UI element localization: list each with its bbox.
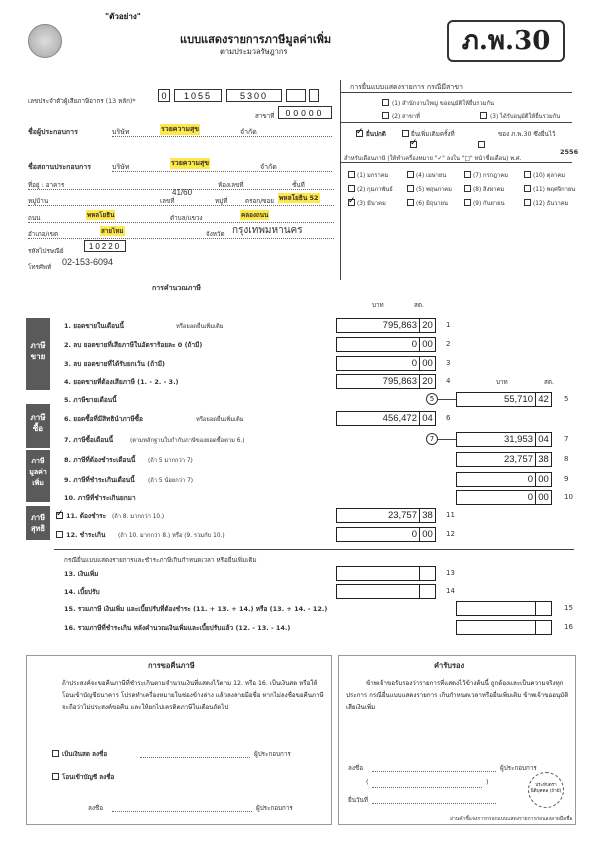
page-subtitle: ตามประมวลรัษฎากร (220, 47, 288, 56)
calc-row-baht: 0 (527, 492, 533, 503)
calc-row-number: 7 (564, 435, 569, 443)
calc-row-baht: 23,757 (387, 510, 417, 521)
sample-label: "ตัวอย่าง" (105, 12, 141, 21)
calc-row-label: 11. ต้องชำระ (66, 512, 107, 520)
refund-sign-operator: ผู้ประกอบการ (256, 805, 293, 812)
month-checkbox[interactable] (524, 171, 531, 178)
calc-row-ref-circle: 7 (426, 433, 438, 445)
form-code: ภ.พ.30 (461, 26, 551, 56)
net-tax-checkbox[interactable] (56, 512, 63, 519)
month-checkbox[interactable] (464, 171, 471, 178)
calc-row-baht: 795,863 (382, 320, 417, 331)
calc-row-satang: 00 (419, 338, 435, 351)
calc-row-baht: 31,953 (503, 434, 533, 445)
branch-label: สาขาที่ (255, 113, 275, 120)
calc-row-number: 8 (564, 455, 569, 463)
company-name: รวยความสุข (161, 125, 200, 133)
calc-row-number: 12 (446, 530, 455, 538)
certify-title: คำรับรอง (434, 661, 465, 670)
revenue-department-seal (28, 24, 62, 58)
alley: พหลโยธิน 52 (279, 194, 319, 202)
village-label: หมู่บ้าน (28, 198, 49, 205)
tax-id-part-3[interactable]: 5300 (226, 89, 282, 102)
calc-row-label: 15. รวมภาษี เงินเพิ่ม และเบี้ยปรับที่ต้องชำระ (11. + 13. + 14.) หรือ (13. + 14. - 12.) (64, 605, 328, 613)
refund-sign-label: ลงชื่อ (88, 805, 103, 812)
calc-row-note: (ถ้า 5 น้อยกว่า 7) (148, 478, 194, 484)
month-checkbox[interactable] (524, 199, 531, 206)
certify-date-label: ยื่นวันที่ (348, 797, 368, 804)
moo-label: หมู่ที่ (215, 198, 228, 205)
filing-sub-checkbox-1[interactable] (410, 141, 417, 148)
tax-id-label: เลขประจำตัวผู้เสียภาษีอากร (13 หลัก)* (28, 98, 136, 105)
tab-net-tax: ภาษีสุทธิ (26, 506, 50, 540)
calc-row-label: 14. เบี้ยปรับ (64, 588, 100, 596)
province-label: จังหวัด (206, 231, 225, 238)
month-label: (5) พฤษภาคม (416, 187, 452, 193)
tax-year: 2556 (560, 148, 579, 156)
page-title: แบบแสดงรายการภาษีมูลค่าเพิ่ม (180, 33, 332, 46)
month-label: (6) มิถุนายน (416, 201, 448, 207)
calc-row-value-box[interactable] (336, 356, 436, 371)
unit-satang-1: สต. (414, 302, 424, 309)
calc-row-number: 5 (564, 395, 569, 403)
certify-operator: ผู้ประกอบการ (500, 765, 537, 772)
calc-row-number: 4 (446, 377, 451, 385)
calc-row-label: 10. ภาษีที่ชำระเกินยกมา (64, 494, 136, 502)
calc-row-number: 3 (446, 359, 451, 367)
calc-row-satang: 04 (535, 433, 551, 446)
month-checkbox[interactable] (464, 199, 471, 206)
calc-row-label: 12. ชำระเกิน (66, 531, 106, 539)
calc-row-satang (419, 585, 435, 598)
calc-row-satang: 20 (419, 319, 435, 332)
filing-option-2-checkbox[interactable] (382, 112, 389, 119)
calc-row-value-box[interactable] (336, 584, 436, 599)
pp30-ref-label: ของ ภ.พ.30 ซึ่งยื่นไว้ (498, 131, 556, 138)
calc-row-baht: 55,710 (503, 394, 533, 405)
calc-section-title: การคำนวณภาษี (152, 284, 201, 292)
calc-row-baht: 456,472 (382, 413, 417, 424)
calc-row-label: 9. ภาษีที่ชำระเกินเดือนนี้ (64, 476, 135, 484)
calc-row-value-box[interactable] (336, 318, 436, 333)
certify-footer: อ่านคำชี้แจงการกรอกแบบแสดงรายการก่อนลงลายมือชื่อ (450, 816, 573, 822)
month-checkbox[interactable] (524, 185, 531, 192)
unit-baht-2: บาท (496, 379, 508, 386)
phone-label: โทรศัพท์ (28, 264, 52, 271)
calc-row-value-box[interactable] (456, 432, 552, 447)
floor-label: ชั้นที่ (292, 182, 305, 189)
filing-option-3: (3) ได้รับอนุมัติให้ยื่นรวมกัน (490, 114, 561, 120)
calc-row-label: 8. ภาษีที่ต้องชำระเดือนนี้ (64, 456, 136, 464)
month-label: (9) กันยายน (473, 201, 505, 207)
submit-extra-label: ยื่นเพิ่มเติมครั้งที่ (411, 131, 455, 138)
subdistrict-label: ตำบล/แขวง (170, 215, 203, 222)
road-label: ถนน (28, 215, 41, 222)
unit-satang-2: สต. (544, 379, 554, 386)
calc-row-label: 2. ลบ ยอดขายที่เสียภาษีในอัตราร้อยละ 0 (ถ้ามี) (64, 341, 203, 349)
month-checkbox[interactable] (407, 185, 414, 192)
tax-id-part-5[interactable] (309, 89, 319, 102)
filing-option-1: (1) สำนักงานใหญ่ ขออนุมัติให้ยื่นรวมกัน (392, 101, 494, 107)
filing-option-3-checkbox[interactable] (480, 112, 487, 119)
refund-cash-operator: ผู้ประกอบการ (254, 751, 291, 758)
month-checkbox[interactable] (348, 171, 355, 178)
calc-row-number: 15 (564, 604, 573, 612)
company-suffix: จำกัด (240, 128, 257, 136)
month-label: (2) กุมภาพันธ์ (357, 187, 393, 193)
district: สายไหม (101, 228, 124, 235)
calc-row-note: (ถ้า 10. มากกว่า 8.) หรือ (9. รวมกับ 10.) (118, 533, 225, 539)
calc-row-value-box[interactable] (336, 411, 436, 426)
tax-id-part-2[interactable]: 1055 (174, 89, 222, 102)
calc-row-value-box[interactable] (336, 337, 436, 352)
business-suffix: จำกัด (260, 163, 277, 171)
tab-vat: ภาษีมูลค่าเพิ่ม (26, 450, 50, 502)
filing-title: การยื่นแบบแสดงรายการ กรณีมีสาขา (350, 83, 463, 91)
calc-row-baht: 0 (411, 358, 417, 369)
tab-purchase-tax: ภาษีซื้อ (26, 404, 50, 448)
province: กรุงเทพมหานคร (232, 225, 303, 236)
business-name: รวยความสุข (171, 159, 210, 167)
business-prefix: บริษัท (112, 163, 130, 171)
calc-row-satang: 04 (419, 412, 435, 425)
calc-row-value-box[interactable] (336, 374, 436, 389)
refund-cash-label: เป็นเงินสด ลงชื่อ (62, 751, 108, 758)
tax-id-part-4[interactable] (286, 89, 306, 102)
calc-row-value-box[interactable] (456, 452, 552, 467)
calc-row-value-box[interactable] (456, 601, 552, 616)
calc-row-value-box[interactable] (456, 392, 552, 407)
road: พหลโยธิน (87, 212, 115, 219)
room-label: ห้องเลขที่ (218, 182, 244, 189)
calc-row-note: (ถ้า 8. มากกว่า 10.) (112, 514, 165, 520)
month-label: (10) ตุลาคม (533, 173, 566, 179)
month-checkbox[interactable] (348, 185, 355, 192)
calc-row-baht: 0 (527, 474, 533, 485)
calc-row-satang (535, 602, 551, 615)
calc-row-satang (419, 567, 435, 580)
calc-row-baht: 795,863 (382, 376, 417, 387)
house-no-label: เลขที่ (160, 198, 175, 205)
calc-row-value-box[interactable] (336, 527, 436, 542)
filing-option-2: (2) สาขาที่ (392, 114, 420, 120)
refund-title: การขอคืนภาษี (148, 661, 195, 670)
form-code-box (447, 20, 565, 62)
calc-row-note: (ถ้า 5 มากกว่า 7) (148, 458, 193, 464)
calc-row-baht: 0 (411, 529, 417, 540)
company-stamp-circle (528, 772, 564, 808)
calc-row-satang: 38 (419, 509, 435, 522)
tax-id-part-1[interactable]: 0 (158, 89, 170, 102)
calc-row-value-box[interactable] (456, 620, 552, 635)
postcode-label: รหัสไปรษณีย์ (28, 248, 64, 255)
submit-normal-checkbox[interactable] (356, 130, 363, 137)
calc-row-label: 3. ลบ ยอดขายที่ได้รับยกเว้น (ถ้ามี) (64, 360, 165, 368)
calc-row-number: 13 (446, 569, 455, 577)
calc-row-baht: 0 (411, 339, 417, 350)
calc-row-label: 6. ยอดซื้อที่มีสิทธินำภาษีซื้อ (64, 415, 143, 423)
refund-text: ถ้าประสงค์จะขอคืนภาษีที่ชำระเกินตามจำนวนเงินที่แสดงไว้ตาม 12. หรือ 16. เป็นเงินสด หรือให้โอนเข้าบัญชีธนาคาร โปรดทำเครื่องหมายในช่องข้างล่าง แล้วลงลายมือชื่อ หากไม่ลงชื่อขอคืนภาษีจะถือว่าไม่ประสงค์ขอคืน และให้ยกไปเครดิตภาษีในเดือนถัดไป (62, 680, 324, 711)
certify-text: ข้าพเจ้าขอรับรองว่ารายการที่แสดงไว้ข้างต้นนี้ ถูกต้องและเป็นความจริงทุกประการ กรณียื่นแบบแสดงรายการ เกินกำหนดเวลาหรือยื่นเพิ่มเติม ข้าพเจ้าขออนุมัติเสียเงินเพิ่ม (346, 680, 569, 711)
calc-row-label: 7. ภาษีซื้อเดือนนี้ (64, 436, 114, 444)
calc-row-number: 2 (446, 340, 451, 348)
calc-row-satang: 00 (535, 491, 551, 504)
operator-name-label: ชื่อผู้ประกอบการ (28, 128, 78, 136)
month-label: (4) เมษายน (416, 173, 447, 179)
late-filing-note: กรณียื่นแบบแสดงรายการและชำระภาษีเกินกำหนดเวลา หรือยื่นเพิ่มเติม (64, 557, 257, 564)
calc-row-satang: 00 (419, 528, 435, 541)
month-label: (8) สิงหาคม (473, 187, 505, 193)
unit-baht-1: บาท (372, 302, 384, 309)
calc-row-number: 11 (446, 511, 455, 519)
calc-row-label: 16. รวมภาษีที่ชำระเกิน หลังคำนวณเงินเพิ่มและเบี้ยปรับแล้ว (12. - 13. - 14.) (64, 624, 291, 632)
calc-row-satang (535, 621, 551, 634)
net-tax-checkbox[interactable] (56, 531, 63, 538)
branch-number[interactable]: 00000 (278, 106, 332, 119)
submit-extra-checkbox[interactable] (402, 130, 409, 137)
calc-row-number: 1 (446, 321, 451, 329)
house-no: 41/60 (172, 188, 193, 197)
calc-row-value-box[interactable] (336, 566, 436, 581)
calc-row-label: 5. ภาษีขายเดือนนี้ (64, 396, 117, 404)
calc-row-label: 13. เงินเพิ่ม (64, 570, 99, 578)
company-prefix: บริษัท (112, 128, 130, 136)
submit-normal-label: ยื่นปกติ (366, 131, 386, 138)
calc-row-number: 9 (564, 475, 569, 483)
alley-label: ตรอก/ซอย (245, 198, 274, 205)
address-label: ที่อยู่ : อาคาร (28, 182, 65, 189)
refund-cash-checkbox[interactable] (52, 750, 59, 757)
calc-row-baht: 23,757 (503, 454, 533, 465)
calc-row-note: หรือยอดยื่นเพิ่มเติม (196, 417, 244, 423)
month-checkbox[interactable] (407, 199, 414, 206)
calc-row-number: 16 (564, 623, 573, 631)
month-label: (1) มกราคม (357, 173, 389, 179)
month-label: (3) มีนาคม (357, 201, 386, 207)
calc-row-satang: 42 (535, 393, 551, 406)
calc-row-value-box[interactable] (456, 490, 552, 505)
refund-transfer-label: โอนเข้าบัญชี ลงชื่อ (62, 774, 115, 781)
calc-row-value-box[interactable] (336, 508, 436, 523)
calc-row-label: 1. ยอดขายในเดือนนี้ (64, 322, 124, 330)
refund-transfer-checkbox[interactable] (52, 773, 59, 780)
phone: 02-153-6094 (62, 257, 114, 267)
calc-row-ref-circle: 5 (426, 393, 438, 405)
calc-row-value-box[interactable] (456, 472, 552, 487)
calc-row-satang: 00 (419, 357, 435, 370)
filing-sub-checkbox-2[interactable] (478, 141, 485, 148)
calc-row-satang: 38 (535, 453, 551, 466)
subdistrict: คลองถนน (241, 212, 269, 219)
calc-row-note: หรือยอดยื่นเพิ่มเติม (176, 324, 224, 330)
calc-row-label: 4. ยอดขายที่ต้องเสียภาษี (1. - 2. - 3.) (64, 378, 179, 386)
calc-row-number: 6 (446, 414, 451, 422)
calc-row-note: (ตามหลักฐานใบกำกับภาษีของยอดซื้อตาม 6.) (130, 438, 245, 444)
calc-row-satang: 00 (535, 473, 551, 486)
business-name-label: ชื่อสถานประกอบการ (28, 163, 91, 171)
month-checkbox[interactable] (348, 199, 355, 206)
district-label: อำเภอ/เขต (28, 231, 59, 238)
postcode-box[interactable]: 10220 (84, 240, 126, 252)
month-checkbox[interactable] (464, 185, 471, 192)
tab-sales-tax: ภาษีขาย (26, 318, 50, 390)
month-checkbox[interactable] (407, 171, 414, 178)
tax-month-instruction: สำหรับเดือนภาษี (ให้ทำเครื่องหมาย "✓" ลงใน "□" หน้าชื่อเดือน) พ.ศ. (344, 156, 522, 162)
calc-row-number: 10 (564, 493, 573, 501)
certify-sign-label: ลงชื่อ (348, 765, 363, 772)
company-stamp-label: ประทับตรา นิติบุคคล (ถ้ามี) (530, 783, 562, 794)
filing-option-1-checkbox[interactable] (382, 99, 389, 106)
month-label: (12) ธันวาคม (533, 201, 569, 207)
calc-row-number: 14 (446, 587, 455, 595)
calc-row-satang: 20 (419, 375, 435, 388)
month-label: (11) พฤศจิกายน (533, 187, 576, 193)
month-label: (7) กรกฎาคม (473, 173, 509, 179)
